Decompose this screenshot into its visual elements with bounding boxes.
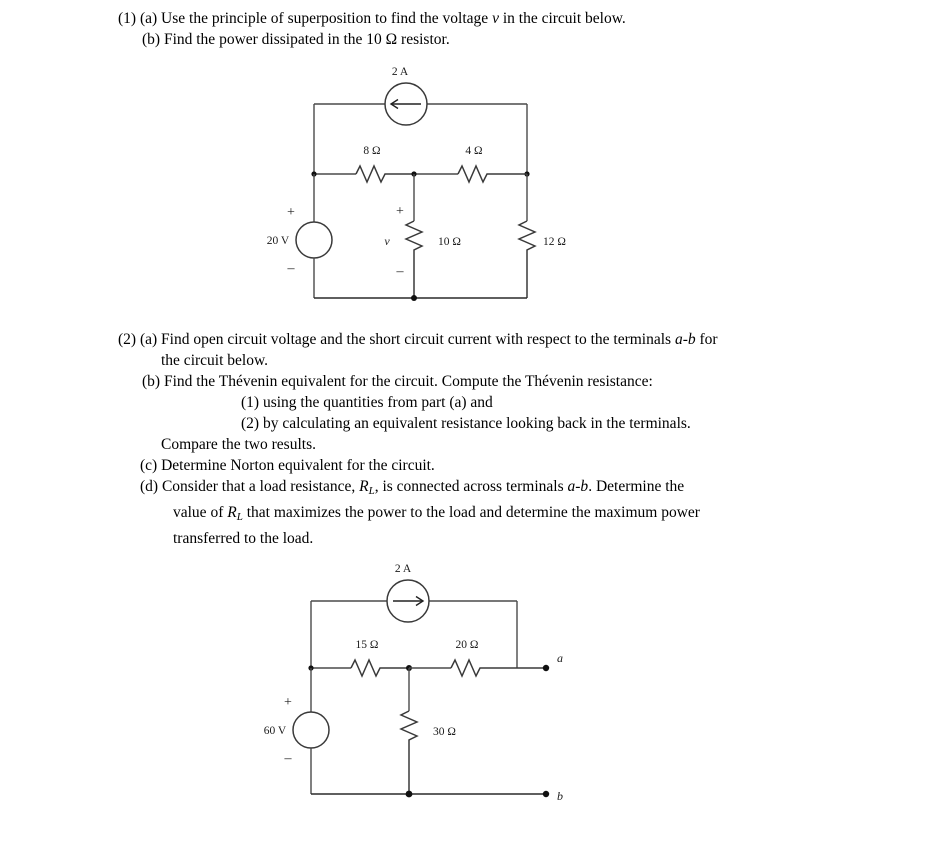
problem-2-number: (2)	[118, 331, 137, 348]
voltage-source-symbol-2	[293, 712, 329, 748]
problem-1-part-a-text2: in the circuit below.	[502, 10, 626, 27]
node-voltage-plus-1: +	[396, 204, 404, 219]
resistor-4ohm-label: 4 Ω	[465, 145, 483, 157]
terminal-a-dot	[543, 665, 549, 671]
problem-2-text	[118, 329, 898, 549]
problem-2-part-c-text: Determine Norton equivalent for the circuit.	[161, 457, 435, 474]
problem-2-part-d-post: . Determine the	[588, 478, 685, 495]
problem-2-compare-text: Compare the two results.	[161, 436, 316, 453]
resistor-8ohm-symbol	[356, 166, 414, 182]
problem-1-part-b-text: Find the power dissipated in the 10 Ω resistor.	[163, 31, 450, 48]
resistor-20ohm-symbol	[451, 660, 546, 676]
load-resistance-symbol-1: R	[359, 478, 369, 495]
resistor-20ohm-label: 20 Ω	[455, 639, 479, 651]
current-source-label-1: 2 A	[391, 66, 409, 78]
problem-1-text	[118, 8, 878, 50]
problem-1-part-b-line	[142, 29, 878, 50]
problem-1-number: (1)	[118, 10, 137, 27]
problem-2-part-b-text: Find the Thévenin equivalent for the circuit. Compute the Thévenin resistance:	[163, 373, 653, 390]
problem-2-part-a-label: (a)	[139, 331, 158, 348]
problem-2-part-b-line	[142, 371, 898, 392]
problem-2-part-d-pre: Consider that a load resistance,	[161, 478, 356, 495]
problem-2-part-b-label: (b)	[142, 373, 161, 390]
resistor-30ohm-symbol	[401, 711, 417, 794]
problem-2-part-c-line	[140, 455, 898, 476]
problem-2-part-d-line1	[140, 476, 898, 502]
resistor-12ohm-label: 12 Ω	[543, 236, 566, 248]
problem-2-part-a-text: Find open circuit voltage and the short circuit current with respect to the terminals	[161, 331, 672, 348]
problem-2-part-b-sub2-text: (2) by calculating an equivalent resistance looking back in the terminals.	[241, 415, 691, 432]
resistor-30ohm-label: 30 Ω	[433, 726, 456, 738]
problem-2-part-d-line3-text: transferred to the load.	[173, 530, 314, 548]
problem-1-part-a-text: Use the principle of superposition to find the voltage	[161, 10, 489, 27]
problem-1-part-a-label: (a)	[139, 10, 158, 27]
resistor-15ohm-label: 15 Ω	[355, 639, 379, 651]
current-source-label-2: 2 A	[394, 563, 412, 575]
junction-node-bottom-1	[411, 295, 417, 301]
problem-1-part-a-line	[118, 8, 878, 29]
problem-2-part-b-sub1	[241, 392, 898, 413]
problem-2-part-d-line2-post: that maximizes the power to the load and determine the maximum power	[246, 504, 700, 522]
resistor-8ohm-label: 8 Ω	[363, 145, 381, 157]
problem-2-part-c-label: (c)	[140, 457, 158, 474]
problem-2-part-b-sub2	[241, 413, 898, 434]
voltage-source-minus-1: –	[287, 261, 295, 276]
problem-2-part-a-text2: the circuit below.	[161, 352, 269, 369]
circuit-diagram-1	[230, 58, 610, 318]
resistor-15ohm-symbol	[351, 660, 409, 676]
node-voltage-minus-1: –	[396, 264, 404, 279]
voltage-v-label: v	[384, 234, 390, 248]
problem-1-voltage-variable: v	[492, 10, 499, 27]
voltage-source-label-1: 20 V	[266, 235, 290, 247]
terminals-ab-reference-1: a-b	[674, 331, 696, 348]
problem-2-part-b-compare	[161, 434, 898, 455]
voltage-source-symbol-1	[296, 222, 332, 258]
problem-2-part-d-line2-pre: value of	[173, 504, 224, 522]
problem-2-part-d-line2	[173, 502, 898, 528]
load-resistance-subscript-2: L	[236, 511, 243, 524]
voltage-source-plus-1: +	[287, 205, 295, 220]
problem-2-part-d-line3	[173, 528, 898, 549]
problem-2-part-a-line2	[161, 350, 898, 371]
terminal-a-label: a	[557, 651, 563, 665]
voltage-source-plus-2: +	[284, 695, 292, 710]
voltage-source-label-2: 60 V	[263, 725, 287, 737]
circuit-diagram-2	[255, 556, 655, 826]
load-resistance-symbol-2: R	[227, 504, 237, 522]
problem-2-part-d-label: (d)	[140, 478, 159, 495]
terminal-b-label: b	[557, 789, 563, 803]
resistor-4ohm-symbol	[458, 166, 527, 182]
voltage-source-minus-2: –	[284, 751, 292, 766]
resistor-10ohm-label: 10 Ω	[438, 236, 461, 248]
problem-2-part-b-sub1-text: (1) using the quantities from part (a) and	[241, 394, 493, 411]
problem-1-part-b-label: (b)	[142, 31, 161, 48]
junction-node-bottom-2	[406, 791, 413, 798]
load-resistance-subscript-1: L	[368, 485, 375, 498]
problem-2-part-a-line1	[118, 329, 898, 350]
problem-2-part-a-tail: for	[699, 331, 718, 348]
resistor-12ohm-symbol	[519, 221, 535, 298]
resistor-10ohm-symbol	[406, 221, 422, 298]
terminal-b-dot	[543, 791, 549, 797]
problem-2-part-d-mid: , is connected across terminals	[374, 478, 564, 495]
terminals-ab-reference-2: a-b	[567, 478, 589, 495]
